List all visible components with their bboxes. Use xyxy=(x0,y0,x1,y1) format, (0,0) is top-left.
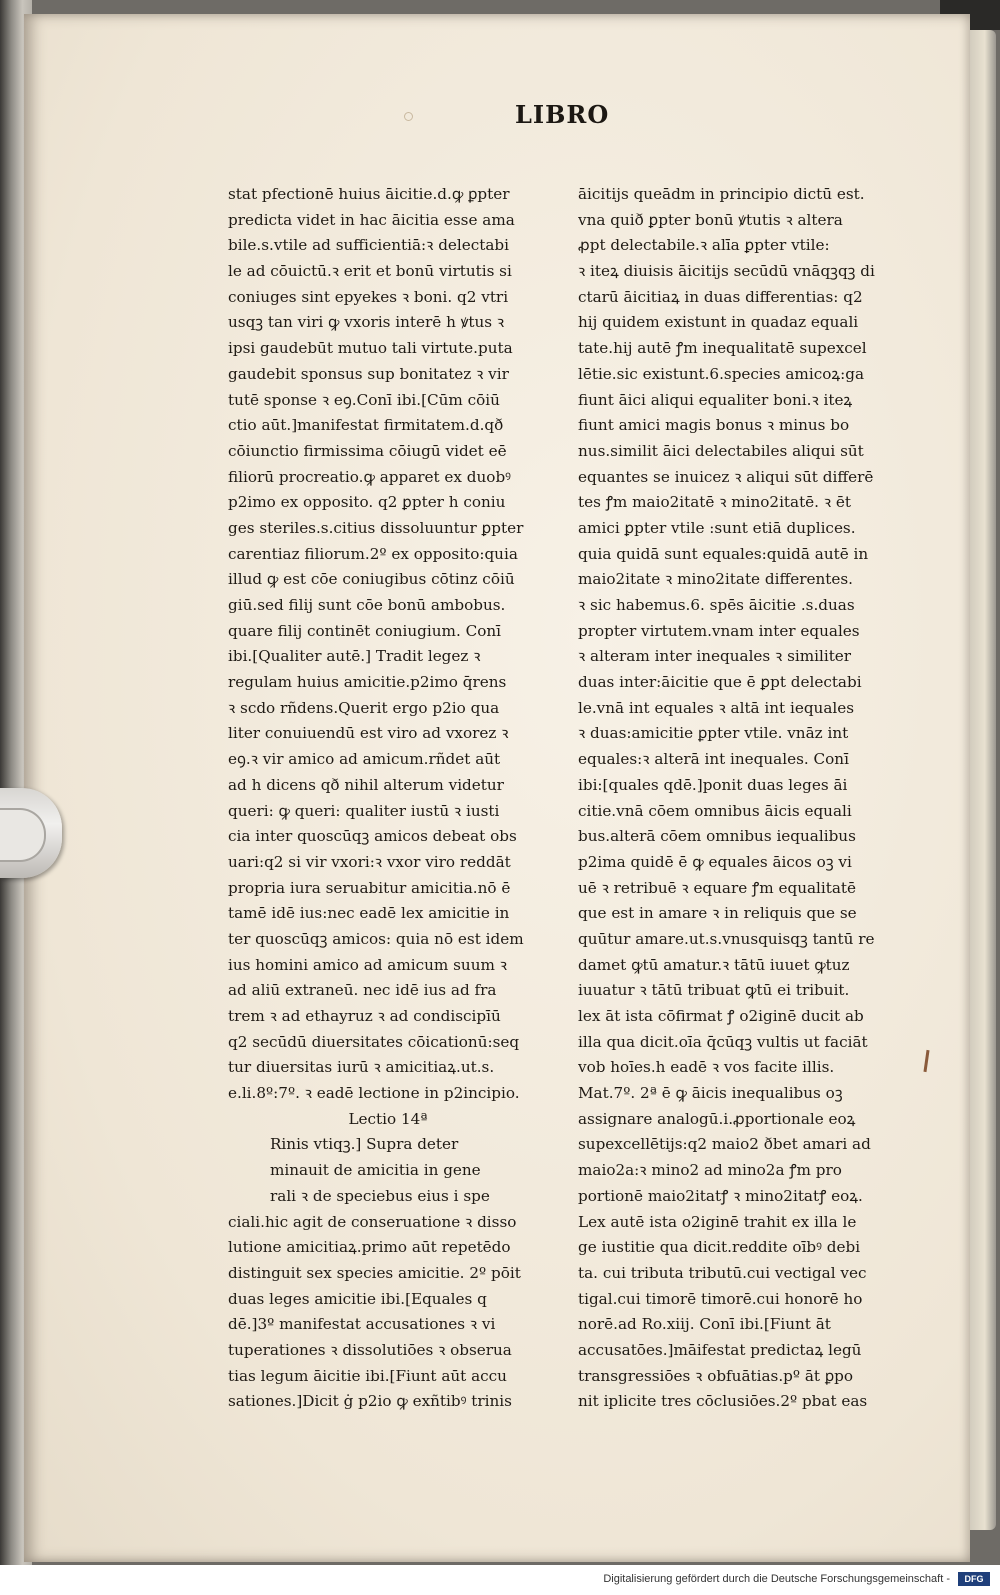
text-line: ibi.[Qualiter autē.] Tradit legez ꝛ xyxy=(228,647,481,666)
text-line: lētie.sic existunt.6.species amicoꝝ:ga xyxy=(578,364,865,383)
right-text-column xyxy=(578,182,908,1415)
text-line: bus.alterā cōem omnibus iequalibus xyxy=(578,827,856,846)
text-line: ta. cui tributa tributū.cui vectigal vec xyxy=(578,1263,867,1282)
text-line: sationes.]Dicit ġ p2io ꝙ exñtibꝰ trinis xyxy=(228,1392,512,1411)
text-line: dē.]3º manifestat accusationes ꝛ vi xyxy=(228,1315,496,1334)
text-line: iuuatur ꝛ tātū tribuat ꝙtū ei tribuit. xyxy=(578,981,850,1000)
text-line: Lex autē ista o2iginē trahit ex illa le xyxy=(578,1212,857,1231)
text-line: ꝛ duas:amicitie ꝑpter vtile. vnāz int xyxy=(578,724,849,743)
left-text-column xyxy=(228,182,548,1415)
dfg-logo: DFG xyxy=(958,1572,990,1586)
text-line: tur diuersitas iurū ꝛ amicitiaꝝ.ut.s. xyxy=(228,1058,495,1077)
text-line: le ad cōuictū.ꝛ erit et bonū virtutis si xyxy=(228,262,512,281)
text-line: vob hoīes.h eadē ꝛ vos facite illis. xyxy=(578,1058,835,1077)
text-line: tigal.cui timorē timorē.cui honorē ho xyxy=(578,1289,863,1308)
text-line: citie.vnā cōem omnibus āicis equali xyxy=(578,801,852,820)
text-line: maio2a:ꝛ mino2 ad mino2a ꝭm pro xyxy=(578,1161,842,1180)
text-line: ꝓpt delectabile.ꝛ alīa ꝑpter vtile: xyxy=(578,236,830,255)
text-line: p2ima quidē ē ꝙ equales āicos oꝫ vi xyxy=(578,852,852,871)
text-line: uari:q2 si vir vxori:ꝛ vxor viro reddāt xyxy=(228,852,511,871)
text-line: predicta videt in hac āicitia esse ama xyxy=(228,210,515,229)
text-line: le.vnā int equales ꝛ altā int iequales xyxy=(578,698,855,717)
text-line: propria iura seruabitur amicitia.nō ē xyxy=(228,878,511,897)
text-line: maio2itate ꝛ mino2itate differentes. xyxy=(578,570,853,589)
text-line: ciali.hic agit de conseruatione ꝛ disso xyxy=(228,1212,517,1231)
text-line: ter quoscūqꝫ amicos: quia nō est idem xyxy=(228,929,524,948)
text-line: lex āt ista cōfirmat ꝭ o2iginē ducit ab xyxy=(578,1007,864,1025)
text-line: equantes se inuicez ꝛ aliqui sūt differē xyxy=(578,467,874,486)
text-line: uē ꝛ retribuē ꝛ equare ꝭm equalitatē xyxy=(578,878,856,897)
text-line: ad h dicens qð nihil alterum videtur xyxy=(228,775,504,794)
text-line: supexcellētijs:q2 maio2 ðbet amari ad xyxy=(578,1135,871,1154)
text-line: ctarū āicitiaꝝ in duas differentias: q2 xyxy=(578,287,863,306)
text-line: ibi:[quales qdē.]ponit duas leges āi xyxy=(578,775,848,794)
text-line: nus.similit āici delectabiles aliqui sūt xyxy=(578,441,864,460)
text-line: q2 secūdū diuersitates cōicationū:seq xyxy=(228,1032,520,1051)
text-line: hij quidem existunt in quadaz equali xyxy=(578,313,859,332)
text-line: ad aliū extraneū. nec idē ius ad fra xyxy=(228,981,497,1000)
text-line: fiunt āici aliqui equaliter boni.ꝛ iteꝝ xyxy=(578,390,853,409)
text-line: p2imo ex opposito. q2 ꝑpter h coniu xyxy=(228,493,506,512)
text-line: cōiunctio firmissima cōiugū videt eē xyxy=(228,441,507,460)
text-line: tuperationes ꝛ dissolutiōes ꝛ obserua xyxy=(228,1340,512,1359)
text-line: equales:ꝛ alterā int inequales. Conī xyxy=(578,750,849,769)
footer-credit: Digitalisierung gefördert durch die Deutsche Forschungsgemeinschaft - xyxy=(603,1573,950,1585)
text-line: assignare analogū.i.ꝓportionale eoꝝ xyxy=(578,1109,856,1128)
text-line: Rinis vtiqꝫ.] Supra deter xyxy=(270,1135,459,1154)
text-line: nit iplicite tres cōclusiōes.2º pbat eas xyxy=(578,1392,868,1411)
text-line: regulam huius amicitie.p2imo q̄rens xyxy=(228,673,507,692)
text-line: transgressiōes ꝛ obfuātias.pº āt ꝑpo xyxy=(578,1366,854,1385)
text-line: damet ꝙtū amatur.ꝛ tātū iuuet ꝙtuz xyxy=(578,955,850,974)
text-line: liter conuiuendū est viro ad vxorez ꝛ xyxy=(228,724,509,743)
text-line: āicitijs queādm in principio dictū est. xyxy=(578,185,865,203)
text-line: fiunt amici magis bonus ꝛ minus bo xyxy=(578,416,850,435)
text-line: Mat.7º. 2ª ē ꝙ āicis inequalibus oꝫ xyxy=(578,1084,843,1103)
text-line: ius homini amico ad amicum suum ꝛ xyxy=(228,955,507,974)
pin-hole xyxy=(404,112,413,121)
text-line: illud ꝙ est cōe coniugibus cōtinz cōiū xyxy=(228,570,515,589)
text-line: ctio aūt.]manifestat firmitatem.d.qð xyxy=(228,416,504,435)
text-line: coniuges sint epyekes ꝛ boni. q2 vtri xyxy=(228,287,509,306)
text-line: queri: ꝙ queri: qualiter iustū ꝛ iusti xyxy=(228,801,500,820)
text-line: tutē sponse ꝛ eꝯ.Conī ibi.[Cūm cōiū xyxy=(228,390,500,409)
text-line: tias legum āicitie ibi.[Fiunt aūt accu xyxy=(228,1366,507,1385)
text-line: gaudebit sponsus sup bonitatez ꝛ vir xyxy=(228,364,509,383)
text-line: quia quidā sunt equales:quidā autē in xyxy=(578,544,869,563)
text-line: lutione amicitiaꝝ.primo aūt repetēdo xyxy=(228,1238,511,1257)
text-line: norē.ad Ro.xiij. Conī ibi.[Fiunt āt xyxy=(578,1315,831,1334)
text-line: duas inter:āicitie que ē ꝑpt delectabi xyxy=(578,673,862,692)
text-line: tes ꝭm maio2itatē ꝛ mino2itatē. ꝛ ēt xyxy=(578,493,851,512)
text-line: e.li.8º:7º. ꝛ eadē lectione in p2incipio. xyxy=(228,1084,520,1103)
text-line: quūtur amare.ut.s.vnusquisqꝫ tantū re xyxy=(578,929,875,948)
text-line: amici ꝑpter vtile :sunt etiā duplices. xyxy=(578,518,856,537)
text-line: cia inter quoscūqꝫ amicos debeat obs xyxy=(228,827,517,846)
book-next-page-edge xyxy=(968,30,996,1530)
text-line: propter virtutem.vnam inter equales xyxy=(578,621,860,640)
text-line: ges steriles.s.citius dissoluuntur ꝑpter xyxy=(228,518,524,537)
text-line: que est in amare ꝛ in reliquis que se xyxy=(578,904,857,923)
text-line: trem ꝛ ad ethayruz ꝛ ad condiscipīū xyxy=(228,1007,501,1025)
text-line: ꝛ alteram inter inequales ꝛ similiter xyxy=(578,647,852,666)
text-line: tate.hij autē ꝭm inequalitatē supexcel xyxy=(578,339,867,358)
text-line: ꝛ sic habemus.6. spēs āicitie .s.duas xyxy=(578,596,855,614)
text-line: vna quið ꝑpter bonū ꝟtutis ꝛ altera xyxy=(578,210,843,229)
text-line: accusatōes.]māifestat predictaꝝ legū xyxy=(578,1340,862,1359)
text-line: ꝛ iteꝝ diuisis āicitijs secūdū vnāqꝫqꝫ di xyxy=(578,262,875,281)
running-head: LIBRO xyxy=(515,100,610,129)
text-line: portionē maio2itatꝭ ꝛ mino2itatꝭ eoꝝ. xyxy=(578,1186,863,1205)
text-line: illa qua dicit.oīa q̄cūqꝫ vultis ut faciāt xyxy=(578,1032,868,1051)
lecture-heading: Lectio 14ª xyxy=(348,1109,428,1128)
text-line: tamē idē ius:nec eadē lex amicitie in xyxy=(228,904,510,923)
text-line: minauit de amicitia in gene xyxy=(270,1161,481,1180)
text-line: ꝛ scdo rñdens.Querit ergo p2io qua xyxy=(228,698,500,717)
text-line: eꝯ.ꝛ vir amico ad amicum.rñdet aūt xyxy=(228,750,501,769)
text-line: carentiaz filiorum.2º ex opposito:quia xyxy=(228,544,518,563)
text-line: ipsi gaudebūt mutuo tali virtute.puta xyxy=(228,339,513,358)
text-line: distinguit sex species amicitie. 2º pōit xyxy=(228,1263,521,1282)
text-line: ge iustitie qua dicit.reddite oībꝰ debi xyxy=(578,1238,861,1257)
text-line: rali ꝛ de speciebus eius i spe xyxy=(270,1186,490,1205)
text-line: bile.s.vtile ad sufficientiā:ꝛ delectabi xyxy=(228,236,510,255)
text-line: quare filij continēt coniugium. Conī xyxy=(228,621,501,640)
text-line: giū.sed filij sunt cōe bonū ambobus. xyxy=(228,596,506,614)
text-line: usqꝫ tan viri ꝙ vxoris interē h ꝟtus ꝛ xyxy=(228,313,505,332)
text-line: stat pfectionē huius āicitie.d.ꝙ ꝑpter xyxy=(228,185,510,203)
text-line: filiorū procreatio.ꝙ apparet ex duobꝰ xyxy=(228,467,511,486)
text-line: duas leges amicitie ibi.[Equales q xyxy=(228,1289,487,1308)
